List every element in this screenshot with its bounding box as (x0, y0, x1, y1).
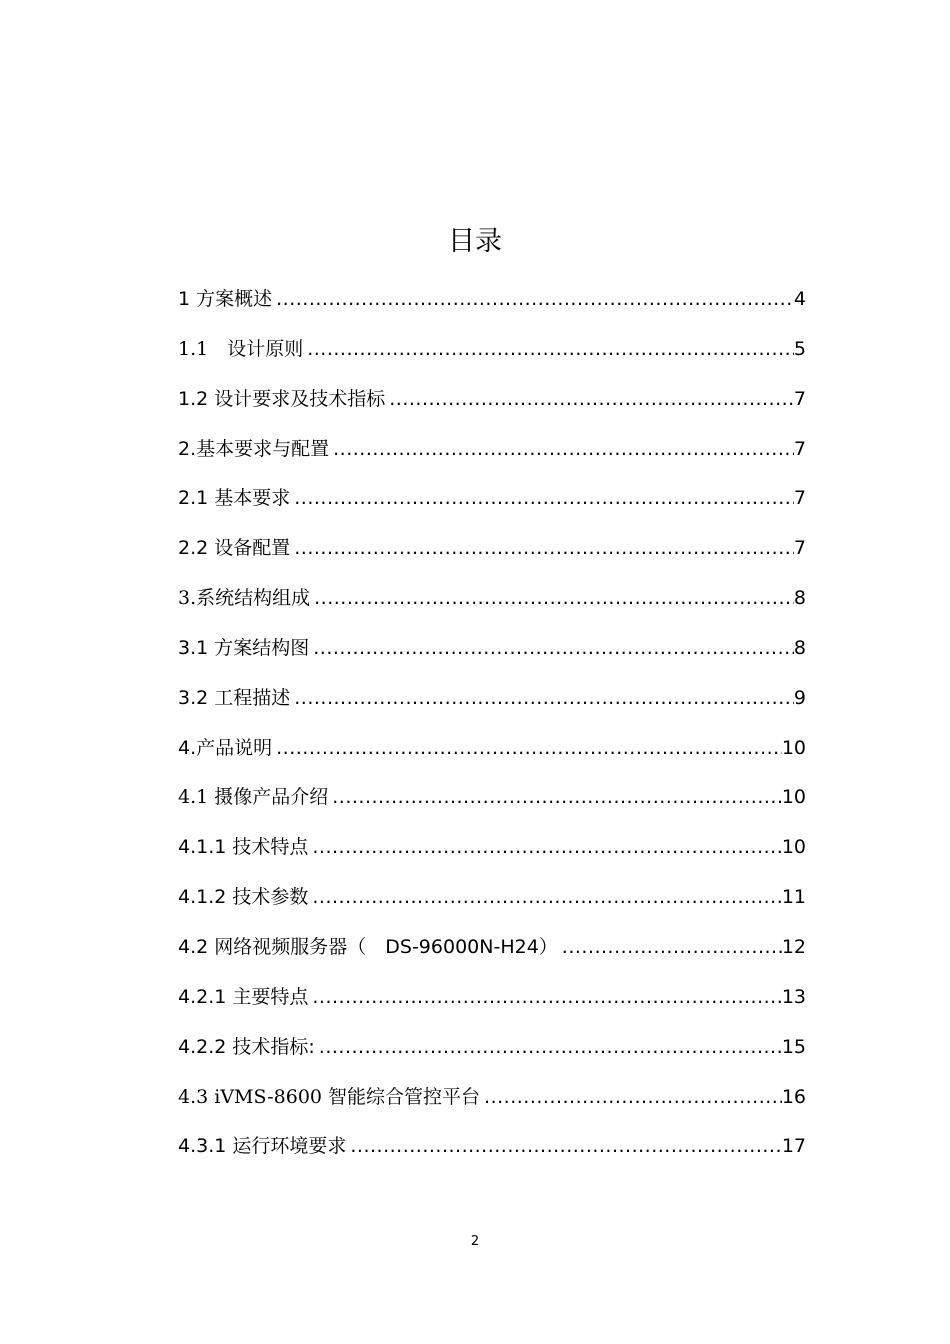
toc-entry-page-number: 15 (781, 1035, 806, 1058)
toc-dot-leader (308, 830, 781, 864)
toc-entry[interactable] (178, 780, 806, 830)
toc-entry-title: 3.2 工程描述 (178, 686, 291, 709)
toc-dot-leader (328, 780, 782, 814)
toc-entry[interactable] (178, 1129, 806, 1179)
toc-entry[interactable] (178, 382, 806, 432)
toc-entry-title: 3.系统结构组成 (178, 587, 311, 610)
toc-list (178, 282, 806, 1179)
toc-entry[interactable] (178, 681, 806, 731)
toc-entry-page-number: 17 (781, 1135, 806, 1158)
toc-entry[interactable] (178, 282, 806, 332)
toc-entry-page-number: 13 (781, 985, 806, 1008)
toc-entry[interactable] (178, 980, 806, 1030)
toc-entry-page-number: 11 (781, 886, 806, 909)
toc-dot-leader (308, 880, 781, 914)
toc-entry-page-number: 7 (793, 387, 806, 410)
toc-entry-title: 4.3.1 运行环境要求 (178, 1135, 347, 1158)
toc-entry-title: 1.2 设计要求及技术指标 (178, 387, 386, 410)
toc-entry-title: 4.2 网络视频服务器（ DS-96000N-H24） (178, 935, 558, 958)
toc-entry-title: 4.产品说明 (178, 736, 273, 759)
toc-heading: 目录 (448, 226, 502, 257)
toc-dot-leader (480, 1080, 782, 1114)
toc-dot-leader (290, 481, 794, 515)
toc-dot-leader (290, 531, 794, 565)
toc-entry-page-number: 5 (793, 337, 806, 360)
toc-entry-title: 1.1 设计原则 (178, 337, 304, 360)
toc-entry[interactable] (178, 1080, 806, 1130)
toc-dot-leader (329, 432, 794, 466)
toc-dot-leader (309, 631, 794, 665)
toc-entry[interactable] (178, 1030, 806, 1080)
toc-entry-page-number: 10 (781, 736, 806, 759)
toc-entry-page-number: 7 (793, 437, 806, 460)
toc-dot-leader (315, 1030, 782, 1064)
toc-entry-page-number: 10 (781, 786, 806, 809)
toc-entry-page-number: 10 (781, 836, 806, 859)
toc-entry[interactable] (178, 531, 806, 581)
toc-entry-page-number: 4 (793, 288, 806, 310)
toc-entry-title: 4.2.1 主要特点 (178, 985, 309, 1008)
toc-entry[interactable] (178, 880, 806, 930)
toc-entry[interactable] (178, 830, 806, 880)
toc-entry-title: 2.1 基本要求 (178, 487, 291, 510)
toc-entry-page-number: 9 (793, 686, 806, 709)
toc-dot-leader (310, 581, 794, 615)
toc-entry[interactable] (178, 930, 806, 980)
toc-dot-leader (558, 930, 782, 964)
toc-entry-page-number: 12 (781, 935, 806, 958)
page-number: 2 (470, 1234, 480, 1249)
toc-dot-leader (303, 332, 794, 366)
toc-entry-page-number: 8 (793, 636, 806, 659)
toc-entry[interactable] (178, 631, 806, 681)
toc-entry[interactable] (178, 731, 806, 781)
toc-entry-title: 1 方案概述 (178, 288, 273, 310)
toc-dot-leader (290, 681, 794, 715)
toc-entry-title: 4.2.2 技术指标: (178, 1035, 315, 1058)
toc-entry-title: 2.2 设备配置 (178, 537, 291, 560)
toc-entry[interactable] (178, 481, 806, 531)
toc-entry-title: 3.1 方案结构图 (178, 636, 310, 659)
toc-entry-page-number: 7 (793, 537, 806, 560)
toc-entry-title: 4.1 摄像产品介绍 (178, 786, 329, 809)
toc-dot-leader (308, 980, 781, 1014)
toc-entry-page-number: 8 (793, 587, 806, 610)
toc-entry[interactable] (178, 432, 806, 482)
toc-entry[interactable] (178, 581, 806, 631)
toc-dot-leader (272, 731, 782, 765)
toc-entry-page-number: 7 (793, 487, 806, 510)
toc-dot-leader (272, 282, 794, 316)
toc-dot-leader (385, 382, 794, 416)
toc-dot-leader (346, 1129, 781, 1163)
toc-entry-page-number: 16 (781, 1085, 806, 1108)
toc-entry[interactable] (178, 332, 806, 382)
toc-entry-title: 2.基本要求与配置 (178, 437, 330, 460)
toc-entry-title: 4.1.2 技术参数 (178, 886, 309, 909)
toc-entry-title: 4.1.1 技术特点 (178, 836, 309, 859)
toc-entry-title: 4.3 iVMS-8600 智能综合管控平台 (178, 1085, 481, 1108)
